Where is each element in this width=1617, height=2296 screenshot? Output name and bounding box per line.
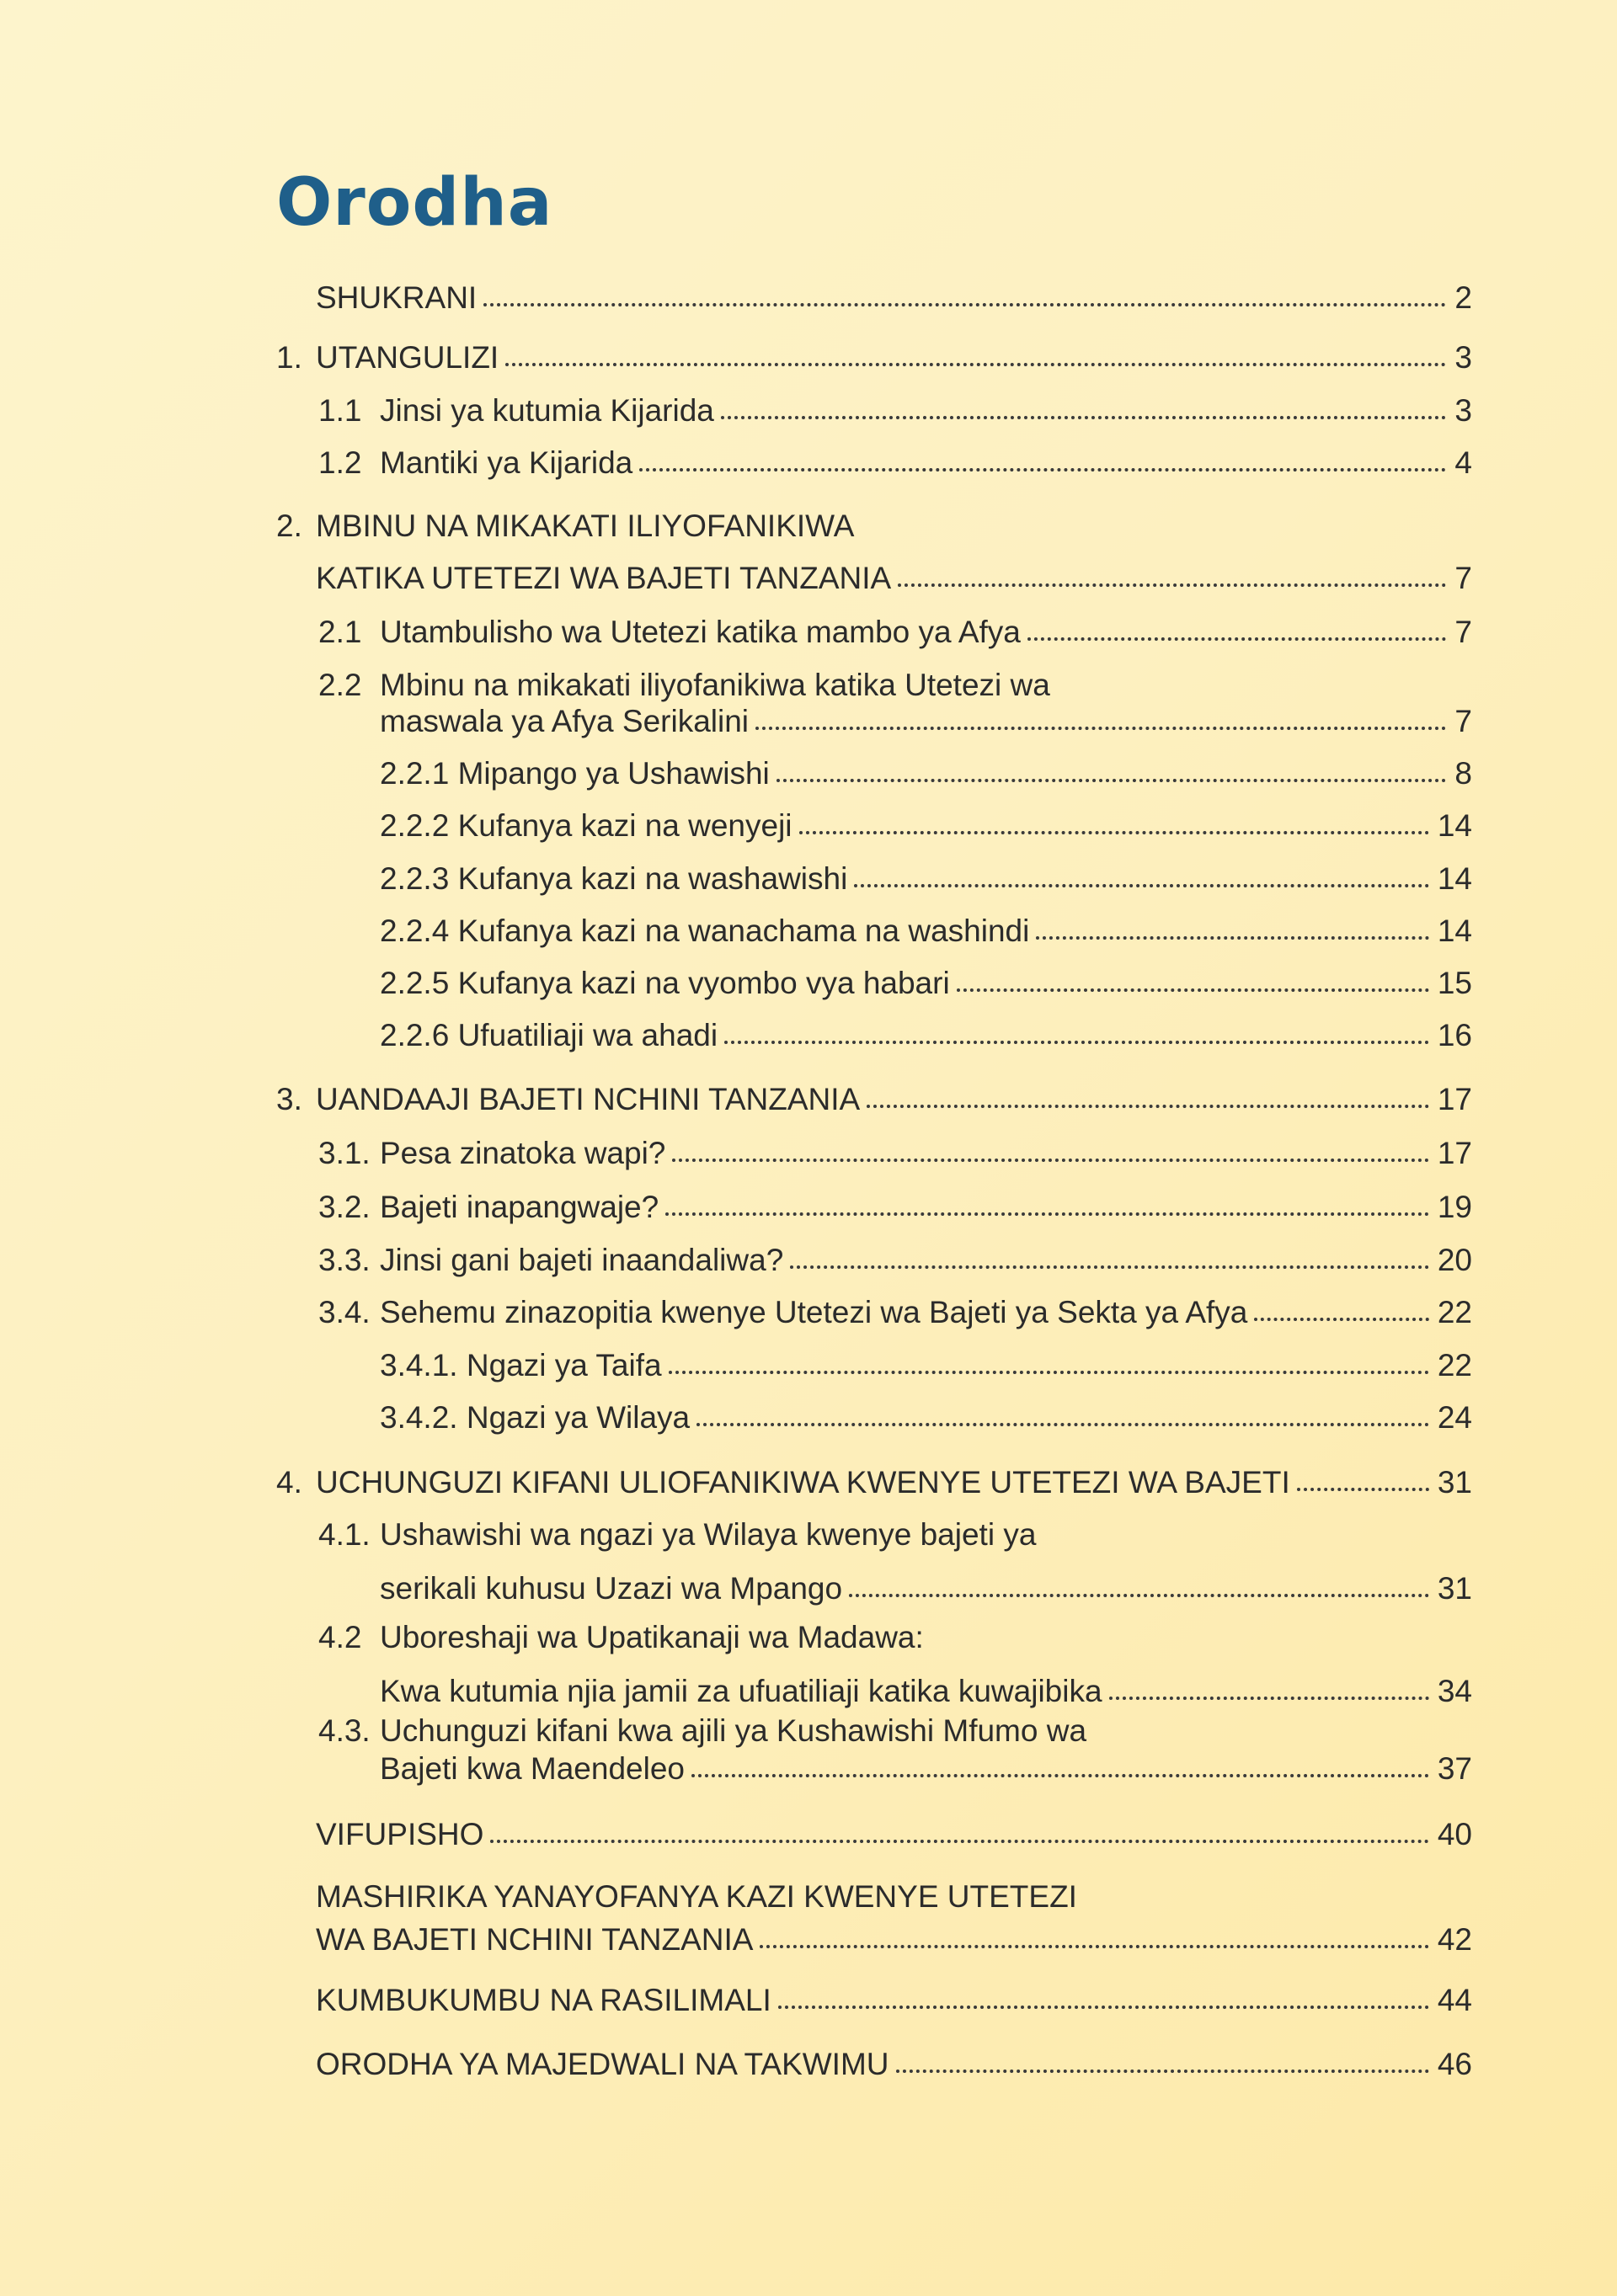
toc-entry-page: 14 [1437, 861, 1472, 896]
toc-entry [0, 1815, 1617, 1854]
dot-leader [672, 1159, 1429, 1162]
toc-entry [0, 1569, 1617, 1608]
dot-leader [665, 1212, 1429, 1216]
dot-leader [867, 1105, 1429, 1108]
toc-entry-page: 7 [1454, 615, 1472, 649]
toc-entry-title: Bajeti inapangwaje? [380, 1190, 659, 1224]
toc-entry-title: UANDAAJI BAJETI NCHINI TANZANIA [316, 1082, 861, 1116]
toc-entry-number: 4.3. [318, 1713, 371, 1748]
dot-leader [724, 1041, 1429, 1044]
toc-entry-page: 3 [1454, 340, 1472, 375]
toc-entry-title: Uboreshaji wa Upatikanaji wa Madawa: [380, 1620, 924, 1654]
toc-entry [0, 392, 1617, 430]
toc-entry [0, 1878, 1617, 1916]
toc-entry-number: 3.1. [318, 1136, 371, 1170]
toc-entry [0, 507, 1617, 546]
toc-entry-number: 3.4. [318, 1295, 371, 1329]
toc-entry [0, 1920, 1617, 1959]
dot-leader [490, 1840, 1429, 1843]
toc-entry-title: UTANGULIZI [316, 340, 499, 375]
dot-leader [721, 416, 1446, 419]
toc-entry [0, 444, 1617, 482]
toc-entry-title: 3.4.1. Ngazi ya Taifa [380, 1348, 662, 1382]
toc-entry-page: 7 [1454, 704, 1472, 738]
toc-entry [0, 1134, 1617, 1173]
dot-leader [1297, 1488, 1429, 1491]
toc-entry-title: MBINU NA MIKAKATI ILIYOFANIKIWA [316, 509, 855, 543]
dot-leader [778, 2006, 1429, 2009]
dot-leader [639, 468, 1446, 471]
dot-leader [669, 1371, 1429, 1374]
toc-entry-title: VIFUPISHO [316, 1817, 484, 1851]
toc-entry-title: 2.2.6 Ufuatiliaji wa ahadi [380, 1018, 718, 1052]
dot-leader [898, 583, 1446, 587]
toc-entry-number: 1. [276, 340, 302, 375]
toc-entry-title: maswala ya Afya Serikalini [380, 704, 750, 738]
toc-entry-title: 2.2.3 Kufanya kazi na washawishi [380, 861, 848, 896]
toc-entry [0, 1516, 1617, 1554]
toc-entry-number: 3.2. [318, 1190, 371, 1224]
toc-entry-title: Jinsi ya kutumia Kijarida [380, 393, 714, 428]
toc-entry [0, 1618, 1617, 1657]
toc-entry-page: 8 [1454, 756, 1472, 791]
toc-entry [0, 1346, 1617, 1385]
toc-entry-number: 3. [276, 1082, 302, 1116]
toc-entry-title: Jinsi gani bajeti inaandaliwa? [380, 1243, 784, 1277]
dot-leader [1254, 1318, 1429, 1321]
dot-leader [505, 363, 1446, 366]
toc-entry-number: 3.3. [318, 1243, 371, 1277]
dot-leader [790, 1265, 1429, 1269]
toc-entry-title: Ushawishi wa ngazi ya Wilaya kwenye bajeti ya [380, 1517, 1037, 1552]
toc-entry [0, 1241, 1617, 1280]
toc-entry-page: 14 [1437, 914, 1472, 948]
dot-leader [799, 831, 1429, 834]
toc-entry-page: 24 [1437, 1400, 1472, 1435]
dot-leader [483, 303, 1446, 306]
toc-entry-title: UCHUNGUZI KIFANI ULIOFANIKIWA KWENYE UTETEZI WA BAJETI [316, 1465, 1290, 1500]
toc-entry-title: KUMBUKUMBU NA RASILIMALI [316, 1983, 771, 2017]
toc-entry [0, 613, 1617, 652]
toc-entry-title: Uchunguzi kifani kwa ajili ya Kushawishi Mfumo wa [380, 1713, 1087, 1748]
toc-entry [0, 860, 1617, 898]
toc-entry-page: 44 [1437, 1983, 1472, 2017]
toc-entry [0, 1293, 1617, 1332]
toc-entry [0, 702, 1617, 741]
toc-entry-title: WA BAJETI NCHINI TANZANIA [316, 1922, 754, 1957]
toc-entry-title: 2.2.2 Kufanya kazi na wenyeji [380, 808, 792, 843]
toc-entry-page: 22 [1437, 1295, 1472, 1329]
dot-leader [1027, 637, 1446, 641]
toc-entry-title: Sehemu zinazopitia kwenye Utetezi wa Bajeti ya Sekta ya Afya [380, 1295, 1248, 1329]
toc-entry [0, 2045, 1617, 2084]
toc-entry [0, 964, 1617, 1003]
toc-entry-title: 2.2.4 Kufanya kazi na wanachama na washindi [380, 914, 1030, 948]
toc-entry-title: serikali kuhusu Uzazi wa Mpango [380, 1571, 843, 1606]
toc-entry-page: 14 [1437, 808, 1472, 843]
toc-entry [0, 1016, 1617, 1055]
toc-entry-page: 7 [1454, 561, 1472, 595]
toc-entry-title: Pesa zinatoka wapi? [380, 1136, 666, 1170]
toc-entry-page: 42 [1437, 1922, 1472, 1957]
dot-leader [896, 2070, 1429, 2073]
toc-entry [0, 559, 1617, 598]
toc-entry-page: 15 [1437, 966, 1472, 1000]
toc-entry-title: Bajeti kwa Maendeleo [380, 1751, 685, 1786]
dot-leader [957, 988, 1429, 992]
dot-leader [696, 1423, 1429, 1426]
toc-entry [0, 338, 1617, 377]
toc-entry [0, 1080, 1617, 1119]
toc-entry-page: 17 [1437, 1082, 1472, 1116]
dot-leader [849, 1594, 1429, 1597]
toc-entry [0, 912, 1617, 951]
toc-entry-title: 2.2.5 Kufanya kazi na vyombo vya habari [380, 966, 950, 1000]
dot-leader [776, 779, 1446, 782]
toc-entry-number: 2.1 [318, 615, 362, 649]
toc-entry-title: 3.4.2. Ngazi ya Wilaya [380, 1400, 691, 1435]
toc-entry-title: MASHIRIKA YANAYOFANYA KAZI KWENYE UTETEZI [316, 1879, 1077, 1914]
toc-entry [0, 807, 1617, 845]
toc-entry-page: 40 [1437, 1817, 1472, 1851]
toc-entry [0, 1188, 1617, 1227]
toc-entry-page: 17 [1437, 1136, 1472, 1170]
toc-entry-page: 37 [1437, 1751, 1472, 1786]
toc-entry-number: 1.1 [318, 393, 362, 428]
dot-leader [691, 1774, 1429, 1777]
toc-entry [0, 1750, 1617, 1788]
dot-leader [760, 1945, 1429, 1948]
toc-entry [0, 1981, 1617, 2020]
toc-entry-number: 2.2 [318, 668, 362, 702]
toc-entry-page: 46 [1437, 2047, 1472, 2081]
toc-entry-number: 4.1. [318, 1517, 371, 1552]
toc-entry-title: Mbinu na mikakati iliyofanikiwa katika Utetezi wa [380, 668, 1050, 702]
toc-entry-page: 16 [1437, 1018, 1472, 1052]
toc-entry-title: Kwa kutumia njia jamii za ufuatiliaji katika kuwajibika [380, 1674, 1102, 1708]
dot-leader [1109, 1697, 1429, 1700]
toc-entry-page: 22 [1437, 1348, 1472, 1382]
toc-entry [0, 279, 1617, 317]
toc-entry [0, 1672, 1617, 1711]
toc-entry-number: 4. [276, 1465, 302, 1500]
toc-entry [0, 1463, 1617, 1502]
page-title: Orodha [276, 165, 553, 241]
toc-entry-page: 34 [1437, 1674, 1472, 1708]
dot-leader [1036, 936, 1429, 940]
toc-entry-title: Utambulisho wa Utetezi katika mambo ya Afya [380, 615, 1021, 649]
toc-entry-number: 4.2 [318, 1620, 362, 1654]
toc-entry [0, 1398, 1617, 1437]
dot-leader [854, 884, 1429, 887]
toc-entry-page: 3 [1454, 393, 1472, 428]
toc-entry-title: 2.2.1 Mipango ya Ushawishi [380, 756, 770, 791]
toc-entry [0, 1712, 1617, 1750]
toc-entry-page: 19 [1437, 1190, 1472, 1224]
toc-entry-page: 4 [1454, 445, 1472, 480]
toc-entry-title: Mantiki ya Kijarida [380, 445, 633, 480]
toc-entry-number: 1.2 [318, 445, 362, 480]
toc-entry-page: 2 [1454, 280, 1472, 315]
toc-entry [0, 754, 1617, 793]
toc-entry-title: KATIKA UTETEZI WA BAJETI TANZANIA [316, 561, 892, 595]
toc-entry-page: 20 [1437, 1243, 1472, 1277]
toc-entry-number: 2. [276, 509, 302, 543]
toc-entry [0, 666, 1617, 705]
toc-entry-page: 31 [1437, 1571, 1472, 1606]
toc-entry-title: SHUKRANI [316, 280, 478, 315]
dot-leader [755, 727, 1446, 730]
toc-entry-page: 31 [1437, 1465, 1472, 1500]
toc-entry-title: ORODHA YA MAJEDWALI NA TAKWIMU [316, 2047, 889, 2081]
